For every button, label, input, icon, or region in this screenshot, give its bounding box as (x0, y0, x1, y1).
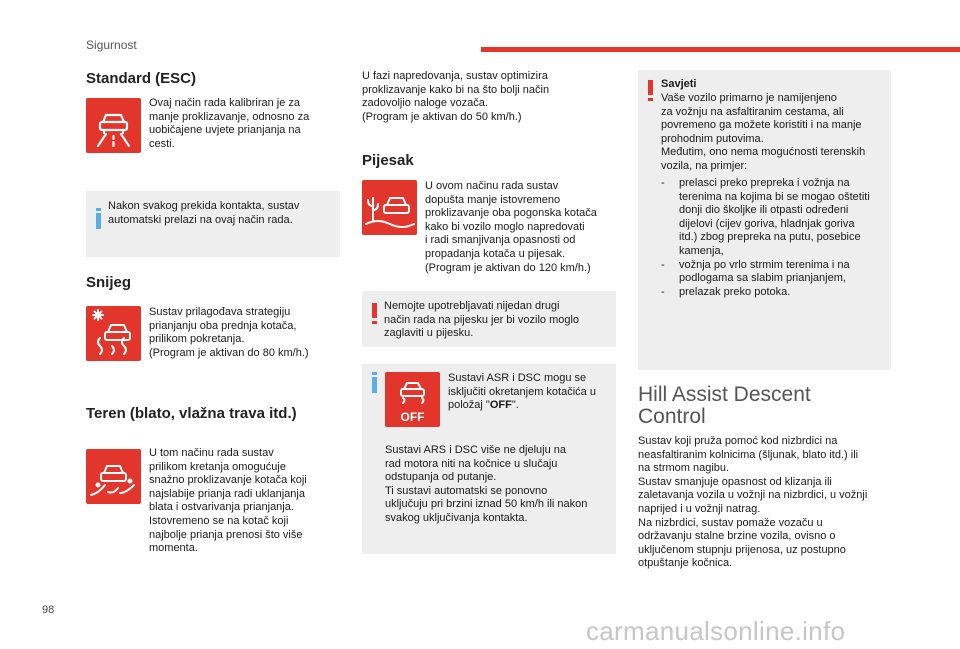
list-item: - vožnja po vrlo strmim terenima i na podlogama sa slabim prianjanjem, (661, 258, 850, 285)
list-item: - prelasci preko prepreka i vožnja na terenima na kojima bi se mogao oštetiti donji dio školjke ili otpasti određeni dijelovi (cijev goriva, hladnjak goriva itd.) zbog prepreka na putu, posebice kamenja, (661, 177, 870, 257)
esc-off-text: Sustavi ASR i DSC mogu se isključiti okretanjem kotačića u položaj "OFF". (448, 372, 596, 412)
terrain-text: U tom načinu rada sustav prilikom kretanja omogućuje snažno proklizavanje kotača koji najslabije prianja radi uklanjanja blata i ostvarivanja prianjanja. Istovremeno se na kotač koji najbolje prianja prenosi što više momenta. (149, 447, 307, 555)
heading-standard: Standard (ESC) (86, 70, 197, 87)
advice-text: Vaše vozilo primarno je namijenjeno za vožnju na asfaltiranim cestama, ali povremeno ga možete koristiti i na manje prohodnim putovima. Međutim, ono nema mogućnosti terenskih vozila, na primjer: (661, 92, 866, 172)
hadc-text: Sustav koji pruža pomoć kod nizbrdici na neasfaltiranim kolnicima (šljunak, blato itd.) ili na strmom nagibu. Sustav smanjuje opasnost od klizanja ili zaletavanja vozila u vožnji na nizbrdici, u vožnji naprijed i u vožnji natrag. Na nizbrdici, sustav pomaže vozaču u održavanju stalne brzine vozila, ovisno o uključenom stupnju prijenosa, uz postupno otpuštanje kočnica. (638, 435, 868, 570)
info-note-text: Nakon svakog prekida kontakta, sustav automatski prelazi na ovaj način rada. (108, 200, 300, 226)
watermark: carmanualsonline.info (586, 616, 846, 646)
progress-intro-text: U fazi napredovanja, sustav optimizira proklizavanje kako bi na što bolji način zadovoljio naloge vozača. (Program je aktivan do 50 km/h.) (362, 70, 550, 123)
info-icon (372, 377, 377, 393)
sand-text: U ovom načinu rada sustav dopušta manje istovremeno proklizavanje oba pogonska kotača kako bi vozilo moglo napredovati i radi smanjivanja opasnosti od propadanja kotača u pijesak. (Program je aktivan do 120 km/h.) (425, 180, 597, 274)
page-number: 98 (42, 604, 55, 616)
heading-sand: Pijesak (362, 152, 414, 169)
info-icon (96, 213, 101, 229)
heading-terrain: Teren (blato, vlažna trava itd.) (86, 405, 297, 422)
car-sand-icon (362, 180, 417, 235)
esc-off-icon (385, 372, 440, 427)
warning-icon (648, 80, 653, 95)
section-accent-bar (481, 47, 960, 52)
esc-off-label: OFF (400, 410, 425, 424)
snow-text: Sustav prilagođava strategiju prianjanju oba prednja kotača, prilikom pokretanja. (Program je aktivan do 80 km/h.) (149, 306, 309, 359)
advice-panel (638, 70, 891, 370)
sand-warning-text: Nemojte upotrebljavati nijedan drugi način rada na pijesku jer bi vozilo moglo zaglaviti u pijesku. (384, 300, 580, 340)
warning-panel-sand (362, 291, 616, 347)
car-snow-icon (86, 306, 141, 361)
standard-text: Ovaj način rada kalibriran je za manje proklizavanje, odnosno za uobičajene uvjete prianjanja na cesti. (149, 97, 310, 150)
info-panel-contact (86, 191, 340, 257)
car-mud-icon (86, 449, 141, 504)
section-label: Sigurnost (86, 38, 137, 52)
car-road-icon (86, 98, 141, 153)
heading-hadc: Hill Assist Descent Control (638, 383, 811, 428)
list-item: - prelazak preko potoka. (661, 285, 791, 298)
warning-icon (372, 303, 377, 318)
advice-list (661, 177, 887, 299)
info-panel-esc-off (362, 364, 616, 554)
heading-snow: Snijeg (86, 274, 132, 291)
esc-off-text2: Sustavi ARS i DSC više ne djeluju na rad motora niti na kočnice u slučaju odstupanja od putanje. Ti sustavi automatski se ponovno uključuju pri brzini iznad 50 km/h ili nakon svakog uključivanja kontakta. (385, 444, 588, 524)
advice-title: Savjeti (661, 78, 697, 90)
